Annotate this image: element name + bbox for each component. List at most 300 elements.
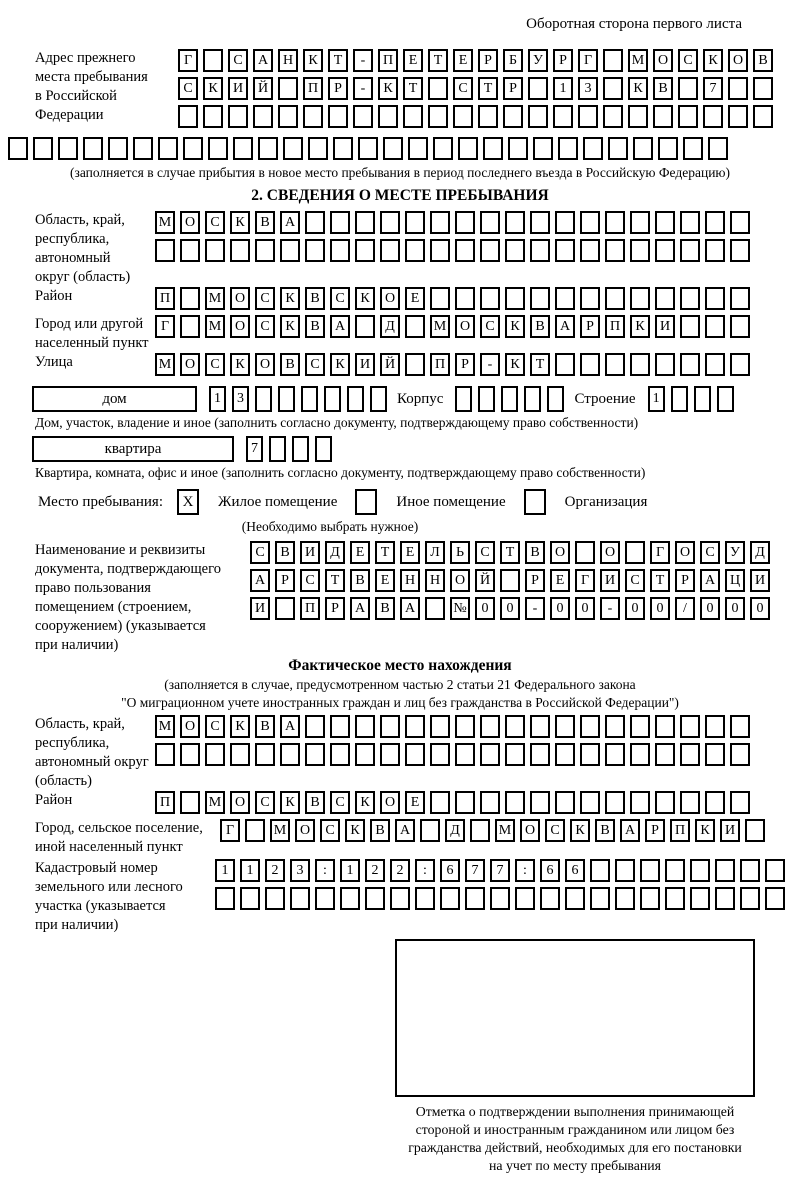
char-box[interactable] xyxy=(533,137,553,160)
char-box[interactable] xyxy=(290,887,310,910)
char-box[interactable]: Р xyxy=(478,49,498,72)
char-box[interactable] xyxy=(603,77,623,100)
char-box[interactable]: 0 xyxy=(500,597,520,620)
char-box[interactable] xyxy=(640,859,660,882)
char-box[interactable] xyxy=(390,887,410,910)
char-box[interactable] xyxy=(730,239,750,262)
char-box[interactable] xyxy=(347,386,364,412)
char-box[interactable] xyxy=(655,353,675,376)
char-box[interactable]: С xyxy=(178,77,198,100)
char-box[interactable] xyxy=(405,353,425,376)
char-box[interactable]: Г xyxy=(650,541,670,564)
char-box[interactable]: Н xyxy=(278,49,298,72)
char-box[interactable] xyxy=(680,315,700,338)
char-box[interactable] xyxy=(315,436,332,462)
char-box[interactable] xyxy=(505,715,525,738)
char-box[interactable]: Й xyxy=(253,77,273,100)
char-box[interactable] xyxy=(565,887,585,910)
char-box[interactable] xyxy=(730,211,750,234)
char-box[interactable] xyxy=(315,887,335,910)
checkbox-organizatsiya[interactable] xyxy=(524,489,546,515)
char-box[interactable]: М xyxy=(205,791,225,814)
char-box[interactable]: О xyxy=(450,569,470,592)
char-box[interactable]: А xyxy=(250,569,270,592)
char-box[interactable] xyxy=(547,386,564,412)
char-box[interactable] xyxy=(283,137,303,160)
char-box[interactable]: Е xyxy=(403,49,423,72)
char-box[interactable]: 1 xyxy=(648,386,665,412)
char-box[interactable] xyxy=(255,743,275,766)
char-box[interactable]: А xyxy=(280,211,300,234)
char-box[interactable] xyxy=(280,239,300,262)
char-box[interactable] xyxy=(753,105,773,128)
char-box[interactable]: К xyxy=(330,353,350,376)
char-box[interactable]: О xyxy=(295,819,315,842)
char-box[interactable]: П xyxy=(155,791,175,814)
char-box[interactable]: - xyxy=(480,353,500,376)
char-box[interactable]: 6 xyxy=(440,859,460,882)
char-box[interactable]: М xyxy=(628,49,648,72)
char-box[interactable] xyxy=(680,791,700,814)
char-box[interactable]: О xyxy=(380,287,400,310)
char-box[interactable] xyxy=(365,887,385,910)
char-box[interactable] xyxy=(640,887,660,910)
char-box[interactable]: О xyxy=(255,353,275,376)
char-box[interactable] xyxy=(480,791,500,814)
char-box[interactable] xyxy=(480,715,500,738)
char-box[interactable] xyxy=(455,239,475,262)
char-box[interactable] xyxy=(705,287,725,310)
char-box[interactable]: К xyxy=(280,287,300,310)
char-box[interactable]: А xyxy=(253,49,273,72)
char-box[interactable]: К xyxy=(345,819,365,842)
char-box[interactable]: В xyxy=(255,211,275,234)
char-box[interactable] xyxy=(478,386,495,412)
char-box[interactable]: С xyxy=(300,569,320,592)
char-box[interactable]: Р xyxy=(503,77,523,100)
char-box[interactable] xyxy=(503,105,523,128)
char-box[interactable]: А xyxy=(400,597,420,620)
char-box[interactable] xyxy=(575,541,595,564)
char-box[interactable] xyxy=(608,137,628,160)
char-box[interactable]: В xyxy=(653,77,673,100)
char-box[interactable] xyxy=(305,743,325,766)
char-box[interactable] xyxy=(605,353,625,376)
char-box[interactable]: Е xyxy=(453,49,473,72)
char-box[interactable]: Е xyxy=(350,541,370,564)
char-box[interactable] xyxy=(183,137,203,160)
char-box[interactable] xyxy=(380,239,400,262)
char-box[interactable] xyxy=(275,597,295,620)
char-box[interactable]: 0 xyxy=(700,597,720,620)
char-box[interactable]: С xyxy=(255,315,275,338)
char-box[interactable] xyxy=(665,887,685,910)
char-box[interactable]: Р xyxy=(275,569,295,592)
char-box[interactable] xyxy=(605,211,625,234)
char-box[interactable]: В xyxy=(305,287,325,310)
char-box[interactable] xyxy=(655,715,675,738)
char-box[interactable] xyxy=(580,715,600,738)
char-box[interactable] xyxy=(278,77,298,100)
char-box[interactable]: 0 xyxy=(575,597,595,620)
char-box[interactable]: 0 xyxy=(650,597,670,620)
char-box[interactable] xyxy=(455,743,475,766)
char-box[interactable] xyxy=(630,287,650,310)
char-box[interactable] xyxy=(555,239,575,262)
char-box[interactable]: Б xyxy=(503,49,523,72)
char-box[interactable]: Е xyxy=(400,541,420,564)
char-box[interactable]: К xyxy=(280,791,300,814)
char-box[interactable] xyxy=(158,137,178,160)
char-box[interactable] xyxy=(405,743,425,766)
char-box[interactable] xyxy=(301,386,318,412)
char-box[interactable] xyxy=(524,386,541,412)
char-box[interactable] xyxy=(715,887,735,910)
char-box[interactable]: М xyxy=(155,211,175,234)
char-box[interactable] xyxy=(378,105,398,128)
char-box[interactable]: Е xyxy=(375,569,395,592)
char-box[interactable]: Н xyxy=(425,569,445,592)
char-box[interactable] xyxy=(678,77,698,100)
char-box[interactable] xyxy=(455,715,475,738)
char-box[interactable] xyxy=(180,239,200,262)
char-box[interactable]: О xyxy=(180,715,200,738)
char-box[interactable] xyxy=(705,239,725,262)
char-box[interactable] xyxy=(215,887,235,910)
char-box[interactable] xyxy=(665,859,685,882)
char-box[interactable] xyxy=(470,819,490,842)
char-box[interactable]: А xyxy=(555,315,575,338)
char-box[interactable] xyxy=(717,386,734,412)
char-box[interactable] xyxy=(403,105,423,128)
char-box[interactable] xyxy=(180,743,200,766)
char-box[interactable] xyxy=(500,569,520,592)
char-box[interactable] xyxy=(480,287,500,310)
char-box[interactable] xyxy=(480,239,500,262)
char-box[interactable]: 1 xyxy=(209,386,226,412)
char-box[interactable]: А xyxy=(350,597,370,620)
char-box[interactable]: Т xyxy=(650,569,670,592)
char-box[interactable]: С xyxy=(205,353,225,376)
char-box[interactable] xyxy=(753,77,773,100)
char-box[interactable]: К xyxy=(355,791,375,814)
char-box[interactable]: В xyxy=(753,49,773,72)
char-box[interactable]: С xyxy=(330,287,350,310)
char-box[interactable] xyxy=(530,715,550,738)
char-box[interactable] xyxy=(490,887,510,910)
char-box[interactable]: С xyxy=(330,791,350,814)
char-box[interactable]: 0 xyxy=(625,597,645,620)
char-box[interactable] xyxy=(455,386,472,412)
char-box[interactable]: М xyxy=(495,819,515,842)
char-box[interactable] xyxy=(265,887,285,910)
char-box[interactable]: К xyxy=(203,77,223,100)
char-box[interactable] xyxy=(583,137,603,160)
char-box[interactable]: Т xyxy=(328,49,348,72)
char-box[interactable]: П xyxy=(670,819,690,842)
char-box[interactable]: К xyxy=(703,49,723,72)
char-box[interactable] xyxy=(508,137,528,160)
char-box[interactable] xyxy=(655,287,675,310)
char-box[interactable] xyxy=(269,436,286,462)
char-box[interactable] xyxy=(430,287,450,310)
char-box[interactable]: И xyxy=(250,597,270,620)
char-box[interactable] xyxy=(740,887,760,910)
char-box[interactable] xyxy=(370,386,387,412)
char-box[interactable]: Р xyxy=(325,597,345,620)
char-box[interactable]: 3 xyxy=(578,77,598,100)
char-box[interactable] xyxy=(255,386,272,412)
char-box[interactable]: Е xyxy=(405,791,425,814)
char-box[interactable] xyxy=(501,386,518,412)
char-box[interactable] xyxy=(655,239,675,262)
char-box[interactable] xyxy=(703,105,723,128)
char-box[interactable] xyxy=(305,211,325,234)
char-box[interactable] xyxy=(430,211,450,234)
char-box[interactable] xyxy=(453,105,473,128)
char-box[interactable]: М xyxy=(270,819,290,842)
char-box[interactable] xyxy=(208,137,228,160)
char-box[interactable] xyxy=(705,743,725,766)
char-box[interactable]: С xyxy=(545,819,565,842)
char-box[interactable] xyxy=(655,211,675,234)
char-box[interactable]: С xyxy=(453,77,473,100)
char-box[interactable]: М xyxy=(205,287,225,310)
char-box[interactable] xyxy=(680,353,700,376)
char-box[interactable] xyxy=(253,105,273,128)
char-box[interactable] xyxy=(330,211,350,234)
char-box[interactable]: М xyxy=(155,353,175,376)
char-box[interactable] xyxy=(694,386,711,412)
char-box[interactable]: Д xyxy=(325,541,345,564)
char-box[interactable]: 1 xyxy=(553,77,573,100)
char-box[interactable]: И xyxy=(655,315,675,338)
char-box[interactable]: К xyxy=(695,819,715,842)
char-box[interactable] xyxy=(580,353,600,376)
char-box[interactable]: К xyxy=(628,77,648,100)
char-box[interactable] xyxy=(430,239,450,262)
char-box[interactable] xyxy=(430,715,450,738)
char-box[interactable]: Т xyxy=(375,541,395,564)
char-box[interactable] xyxy=(530,211,550,234)
char-box[interactable] xyxy=(355,743,375,766)
char-box[interactable] xyxy=(605,239,625,262)
char-box[interactable] xyxy=(605,791,625,814)
char-box[interactable]: С xyxy=(700,541,720,564)
char-box[interactable] xyxy=(680,715,700,738)
char-box[interactable]: И xyxy=(750,569,770,592)
char-box[interactable] xyxy=(178,105,198,128)
char-box[interactable] xyxy=(330,743,350,766)
char-box[interactable]: П xyxy=(300,597,320,620)
char-box[interactable]: К xyxy=(505,353,525,376)
char-box[interactable] xyxy=(555,353,575,376)
char-box[interactable]: № xyxy=(450,597,470,620)
char-box[interactable] xyxy=(555,791,575,814)
char-box[interactable] xyxy=(428,105,448,128)
char-box[interactable]: К xyxy=(280,315,300,338)
char-box[interactable] xyxy=(580,791,600,814)
char-box[interactable] xyxy=(655,743,675,766)
char-box[interactable]: Д xyxy=(445,819,465,842)
char-box[interactable] xyxy=(355,211,375,234)
char-box[interactable] xyxy=(615,887,635,910)
char-box[interactable] xyxy=(420,819,440,842)
char-box[interactable] xyxy=(740,859,760,882)
char-box[interactable] xyxy=(630,239,650,262)
char-box[interactable] xyxy=(324,386,341,412)
char-box[interactable] xyxy=(180,791,200,814)
char-box[interactable]: Т xyxy=(478,77,498,100)
char-box[interactable]: С xyxy=(255,791,275,814)
char-box[interactable]: Ь xyxy=(450,541,470,564)
char-box[interactable] xyxy=(383,137,403,160)
char-box[interactable]: С xyxy=(228,49,248,72)
char-box[interactable] xyxy=(505,791,525,814)
char-box[interactable]: 3 xyxy=(232,386,249,412)
char-box[interactable] xyxy=(405,315,425,338)
char-box[interactable] xyxy=(678,105,698,128)
char-box[interactable] xyxy=(658,137,678,160)
char-box[interactable] xyxy=(730,715,750,738)
char-box[interactable] xyxy=(730,791,750,814)
char-box[interactable]: Т xyxy=(428,49,448,72)
char-box[interactable] xyxy=(205,239,225,262)
char-box[interactable] xyxy=(33,137,53,160)
char-box[interactable] xyxy=(405,715,425,738)
char-box[interactable] xyxy=(615,859,635,882)
char-box[interactable]: - xyxy=(353,77,373,100)
char-box[interactable]: 7 xyxy=(703,77,723,100)
char-box[interactable]: В xyxy=(350,569,370,592)
char-box[interactable] xyxy=(705,715,725,738)
char-box[interactable] xyxy=(380,211,400,234)
char-box[interactable]: А xyxy=(700,569,720,592)
char-box[interactable]: К xyxy=(630,315,650,338)
char-box[interactable]: М xyxy=(205,315,225,338)
char-box[interactable] xyxy=(765,859,785,882)
char-box[interactable] xyxy=(653,105,673,128)
char-box[interactable] xyxy=(625,541,645,564)
char-box[interactable] xyxy=(528,77,548,100)
char-box[interactable]: П xyxy=(605,315,625,338)
char-box[interactable] xyxy=(405,211,425,234)
char-box[interactable]: Г xyxy=(220,819,240,842)
char-box[interactable]: С xyxy=(205,211,225,234)
char-box[interactable] xyxy=(690,859,710,882)
char-box[interactable] xyxy=(708,137,728,160)
char-box[interactable] xyxy=(408,137,428,160)
char-box[interactable]: К xyxy=(230,353,250,376)
char-box[interactable] xyxy=(280,743,300,766)
char-box[interactable] xyxy=(405,239,425,262)
char-box[interactable]: К xyxy=(230,715,250,738)
char-box[interactable] xyxy=(133,137,153,160)
char-box[interactable] xyxy=(530,287,550,310)
checkbox-inoe-pomeshchenie[interactable] xyxy=(355,489,377,515)
char-box[interactable]: О xyxy=(600,541,620,564)
char-box[interactable] xyxy=(8,137,28,160)
char-box[interactable] xyxy=(730,287,750,310)
char-box[interactable] xyxy=(233,137,253,160)
char-box[interactable] xyxy=(205,743,225,766)
char-box[interactable]: К xyxy=(378,77,398,100)
char-box[interactable]: О xyxy=(550,541,570,564)
char-box[interactable]: В xyxy=(595,819,615,842)
char-box[interactable] xyxy=(180,287,200,310)
char-box[interactable]: С xyxy=(250,541,270,564)
char-box[interactable]: А xyxy=(395,819,415,842)
char-box[interactable]: Р xyxy=(525,569,545,592)
char-box[interactable]: Р xyxy=(328,77,348,100)
char-box[interactable]: Р xyxy=(455,353,475,376)
char-box[interactable] xyxy=(483,137,503,160)
char-box[interactable] xyxy=(630,791,650,814)
char-box[interactable]: Л xyxy=(425,541,445,564)
char-box[interactable]: И xyxy=(300,541,320,564)
char-box[interactable] xyxy=(580,239,600,262)
char-box[interactable] xyxy=(515,887,535,910)
char-box[interactable]: Р xyxy=(645,819,665,842)
char-box[interactable]: 7 xyxy=(246,436,263,462)
char-box[interactable] xyxy=(108,137,128,160)
char-box[interactable] xyxy=(305,239,325,262)
char-box[interactable] xyxy=(433,137,453,160)
char-box[interactable]: А xyxy=(330,315,350,338)
char-box[interactable] xyxy=(728,105,748,128)
char-box[interactable] xyxy=(745,819,765,842)
char-box[interactable]: Т xyxy=(325,569,345,592)
char-box[interactable] xyxy=(333,137,353,160)
char-box[interactable] xyxy=(203,105,223,128)
char-box[interactable]: К xyxy=(505,315,525,338)
char-box[interactable] xyxy=(258,137,278,160)
char-box[interactable] xyxy=(680,743,700,766)
char-box[interactable]: 2 xyxy=(365,859,385,882)
char-box[interactable] xyxy=(155,743,175,766)
char-box[interactable]: С xyxy=(320,819,340,842)
char-box[interactable]: 0 xyxy=(725,597,745,620)
char-box[interactable]: 0 xyxy=(475,597,495,620)
char-box[interactable] xyxy=(155,239,175,262)
char-box[interactable]: 1 xyxy=(215,859,235,882)
char-box[interactable]: В xyxy=(255,715,275,738)
char-box[interactable] xyxy=(630,353,650,376)
char-box[interactable]: И xyxy=(355,353,375,376)
char-box[interactable] xyxy=(480,211,500,234)
char-box[interactable]: К xyxy=(303,49,323,72)
char-box[interactable] xyxy=(590,859,610,882)
char-box[interactable] xyxy=(705,791,725,814)
char-box[interactable]: О xyxy=(180,211,200,234)
char-box[interactable]: М xyxy=(155,715,175,738)
char-box[interactable]: О xyxy=(230,791,250,814)
char-box[interactable] xyxy=(292,436,309,462)
char-box[interactable]: Р xyxy=(675,569,695,592)
checkbox-zhiloe-pomeshchenie[interactable]: X xyxy=(177,489,199,515)
char-box[interactable]: 2 xyxy=(265,859,285,882)
char-box[interactable] xyxy=(505,743,525,766)
dom-box[interactable]: дом xyxy=(32,386,197,412)
char-box[interactable] xyxy=(328,105,348,128)
char-box[interactable]: О xyxy=(230,315,250,338)
char-box[interactable]: О xyxy=(455,315,475,338)
char-box[interactable]: Р xyxy=(553,49,573,72)
char-box[interactable]: П xyxy=(303,77,323,100)
char-box[interactable] xyxy=(478,105,498,128)
char-box[interactable] xyxy=(730,743,750,766)
char-box[interactable] xyxy=(455,287,475,310)
